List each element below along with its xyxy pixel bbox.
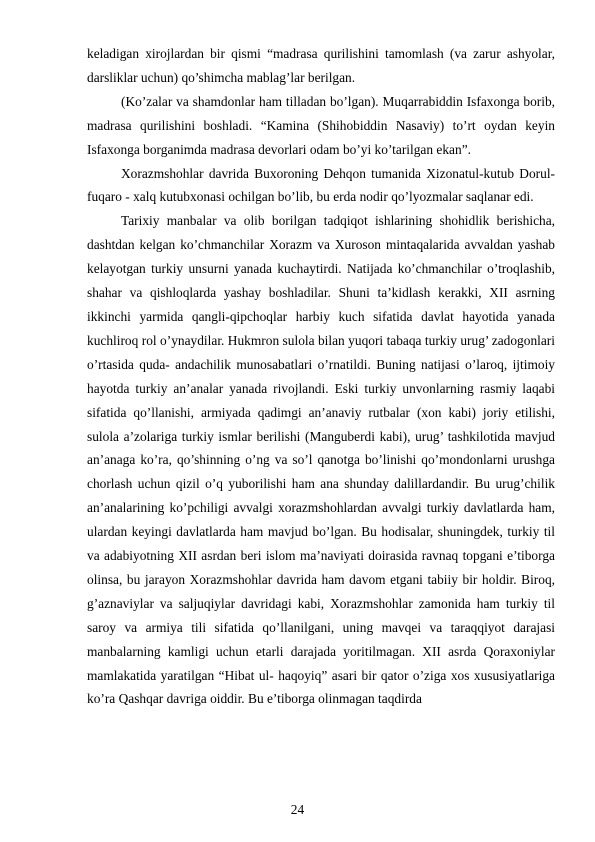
paragraph-continuation: keladigan xirojlardan bir qismi “madrasa qurilishini tamomlash (va zarur ashyolar, darsliklar uchun) qo’shimcha mablag’lar berilgan. <box>87 46 555 85</box>
page-number: 24 <box>290 802 305 817</box>
body-text <box>87 42 555 711</box>
paragraph-kozalar: (Ko’zalar va shamdonlar ham tilladan bo’lgan). Muqarrabiddin Isfaxonga borib, madrasa qurilishini boshladi. “Kamina (Shihobiddin Nasaviy) to’rt oydan keyin Isfaxonga borganimda madrasa devorlari odam bo’yi ko’tarilgan ekan”. <box>87 93 555 157</box>
paragraph-tarixiy-manbalar: Tarixiy manbalar va olib borilgan tadqiqot ishlarining shohidlik berishicha, dashtdan kelgan ko’chmanchilar Xorazm va Xuroson mintaqalarida avvaldan yashab kelayotgan turkiy unsurni yanada kuchaytirdi. Natijada ko’chmanchilar o’troqlashib, shahar va qishloqlarda yashay boshladilar. Shuni ta’kidlash kerakki, XII asrning ikkinchi yarmida qangli-qipchoqlar harbiy kuch sifatida davlat hayotida yanada kuchliroq rol o’ynaydilar. Hukmron sulola bilan yuqori tabaqa turkiy urug’ zadogonlari o’rtasida quda- andachilik munosabatlari o’rnatildi. Buning natijasi o’laroq, ijtimoiy hayotda turkiy an’analar yanada rivojlandi. Eski turkiy unvonlarning rasmiy laqabi sifatida qo’llanishi, armiyada qadimgi an’anaviy rutbalar (xon kabi) joriy etilishi, sulola a’zolariga turkiy ismlar berilishi (Manguberdi kabi), urug’ tashkilotida mavjud an’anaga ko’ra, qo’shinning o’ng va so’l qanotga bo’linishi qo’mondonlarni urushga chorlash uchun qizil o’q yuborilishi ham ana shunday dalillardandir. Bu urug’chilik an’analarining ko’pchiligi avvalgi xorazmshohlardan avvalgi turkiy davlatlarda ham, ulardan keyingi davlatlarda ham mavjud bo’lgan. Bu hodisalar, shuningdek, turkiy til va adabiyotning XII asrdan beri islom ma’naviyati doirasida ravnaq topgani e’tiborga olinsa, bu jarayon Xorazmshohlar davrida ham davom etgani tabiiy bir holdir. Biroq, g’aznaviylar va saljuqiylar davridagi kabi, Xorazmshohlar zamonida ham turkiy til saroy va armiya tili sifatida qo’llanilgani, uning mavqei va taraqqiyot darajasi manbalarning kamligi uchun etarli darajada yoritilmagan. XII asrda Qoraxoniylar mamlakatida yaratilgan “Hibat ul- haqoyiq” asari bir qator o’ziga xos xususiyatlariga ko’ra Qashqar davriga oiddir. Bu e’tiborga olinmagan taqdirda <box>87 213 555 707</box>
paragraph-xorazmshohlar-library: Xorazmshohlar davrida Buxoroning Dehqon tumanida Xizonatul-kutub Dorul-fuqaro - xalq kutubxonasi ochilgan bo’lib, bu erda nodir qo’lyozmalar saqlanar edi. <box>87 165 555 205</box>
